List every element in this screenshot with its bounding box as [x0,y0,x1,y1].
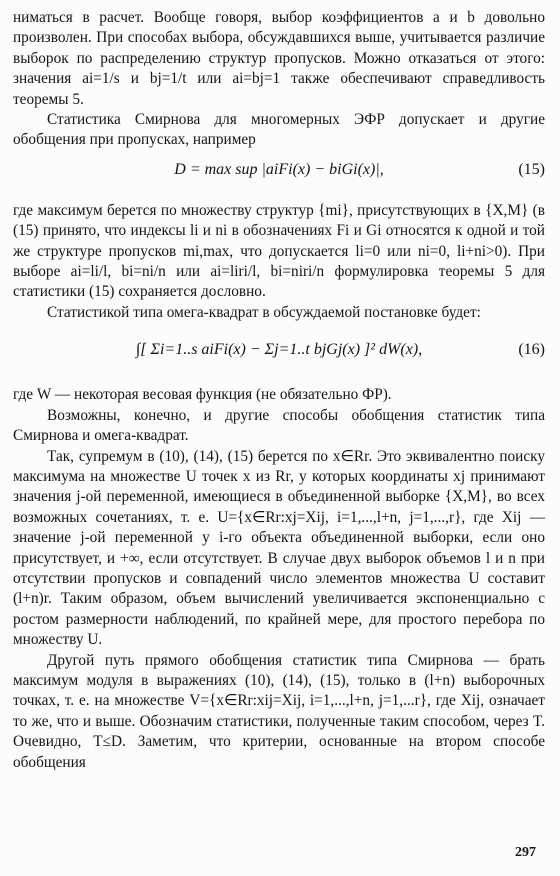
paragraph-1: ниматься в расчет. Вообще говоря, выбор коэффициентов a и b довольно произволен. При способах выбора, обсуждавшихся выше, учитывается различие выборок по распределению структур пропусков. Можно отказаться от этого: значения ai=1/s и bj=1/t или ai=bj=1 также обеспечивают справедливость теоремы 5. [13,9,545,108]
page-number: 297 [515,845,536,860]
formula-15-expression: D = max sup |aiFi(x) − biGi(x)|, [174,160,384,178]
formula-15 [13,151,545,201]
paragraph-6: Возможны, конечно, и другие способы обобщения статистик типа Смирнова и омега-квадрат. [13,406,545,445]
formula-16-number: (16) [518,341,545,359]
formula-16-expression: ∫[ Σi=1..s aiFi(x) − Σj=1..t bjGj(x) ]² dW(x), [135,341,423,359]
paragraph-4: Статистикой типа омега-квадрат в обсуждаемой постановке будет: [47,303,481,321]
paragraph-2: Статистика Смирнова для многомерных ЭФР допускает и другие обобщения при пропусках, например [13,111,545,149]
paragraph-8: Другой путь прямого обобщения статистик типа Смирнова — брать максимум модуля в выражениях (10), (14), (15), только в (l+n) выборочных точках, т. е. на множестве V={x∈Rr:xij=Xij, i=1,...,l+n, j=1,...r}, где Xij, означает то же, что и выше. Обозначим статистики, полученные таким способом, через T. Очевидно, T≤D. Заметим, что критерии, основанные на втором способе обобщения [13,651,545,771]
formula-16 [13,323,545,385]
paragraph-3: где максимум берется по множеству структур {mi}, присутствующих в {X,M} (в (15) принято, что индексы li и ni в обозначениях Fi и Gi относятся к одной и той же структуре пропусков mi,max, что допускается li=0 или ni=0, li+ni>0). При выборе ai=li/l, bi=ni/n или ai=liri/l, bi=niri/n формулировка теоремы 5 для статистики (15) сохраняется дословно. [13,201,545,301]
body-text [13,8,545,773]
paragraph-5: где W — некоторая весовая функция (не обязательно ФР). [13,386,392,404]
formula-15-number: (15) [518,160,545,178]
paragraph-7: Так, супремум в (10), (14), (15) берется по x∈Rr. Это эквивалентно поиску максимума на множестве U точек x из Rr, у которых координаты xj принимают значения j-ой переменной, имеющиеся в объединенной выборке {X,M}, во всех возможных сочетаниях, т. е. U={x∈Rr:xj=Xij, i=1,...,l+n, j=1,...,r}, где Xij — значение j-ой переменной у i-го объекта объединенной выборки, если оно присутствует, и +∞, если отсутствует. В случае двух выборок объемов l и n при отсутствии пропусков и совпадений число элементов множества U составит (l+n)r. Таким образом, объем вычислений увеличивается экспоненциально с ростом размерности наблюдений, по крайней мере, для простого перебора по множеству U. [13,447,545,649]
